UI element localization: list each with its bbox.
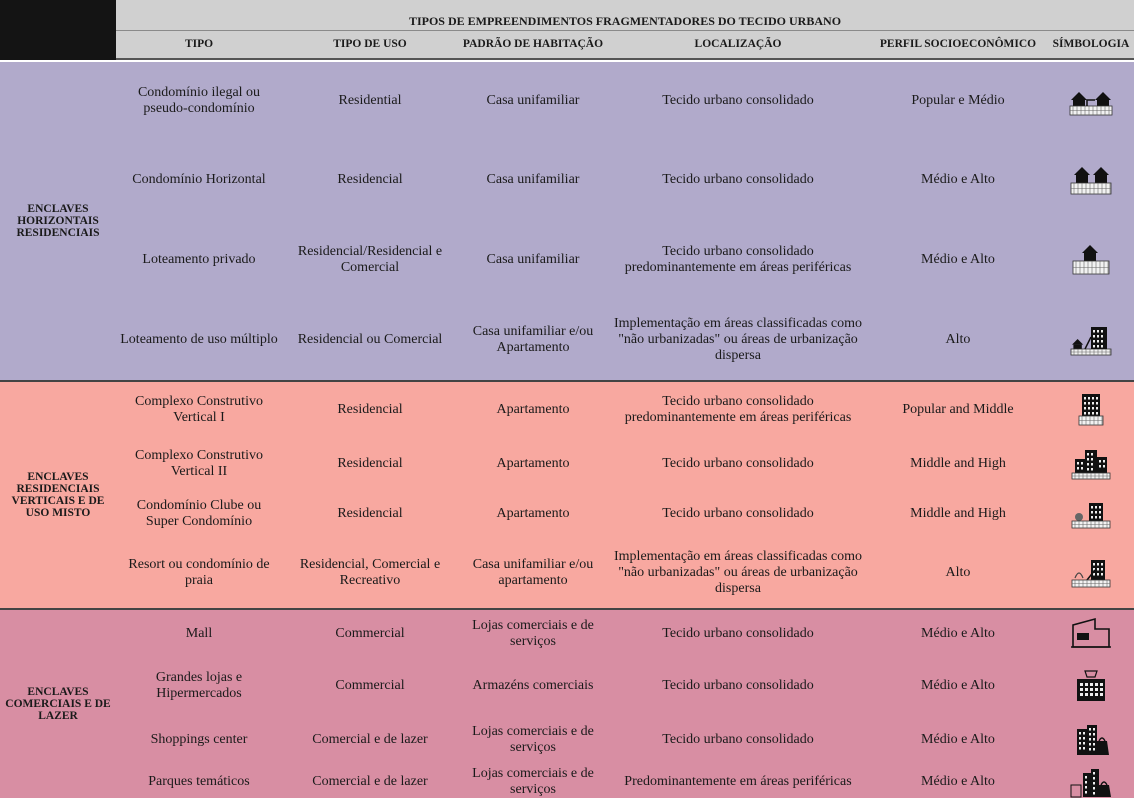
localizacao-cell: Tecido urbano consolidado — [662, 172, 814, 188]
uso-cell: Commercial — [335, 626, 405, 642]
localizacao-cell: Tecido urbano consolidado — [662, 732, 814, 748]
padrao-cell: Apartamento — [496, 506, 570, 522]
tipo-cell: Loteamento de uso múltiplo — [120, 332, 278, 348]
uso-cell: Residencial/Residencial e Comercial — [297, 244, 443, 275]
padrao-cell: Casa unifamiliar e/ou Apartamento — [472, 324, 594, 355]
padrao-cell: Apartamento — [496, 402, 570, 418]
header-perfil: PERFIL SOCIOECONÔMICO — [868, 31, 1048, 60]
perfil-cell: Popular and Middle — [902, 402, 1014, 418]
padrao-cell: Casa unifamiliar — [486, 252, 580, 268]
perfil-cell: Popular e Médio — [911, 93, 1005, 109]
building-cluster-icon — [1048, 438, 1134, 490]
group-label: ENCLAVES RESIDENCIAIS VERTICAIS E DE USO MISTO — [11, 470, 105, 520]
padrao-cell: Lojas comerciais e de serviços — [472, 724, 594, 755]
apartment-building-icon — [1048, 382, 1134, 438]
header-simbologia: SÍMBOLOGIA — [1048, 31, 1134, 60]
tipo-cell: Condomínio Clube ou Super Condomínio — [136, 498, 262, 529]
padrao-cell: Armazéns comerciais — [472, 678, 594, 694]
theme-park-icon — [1048, 766, 1134, 798]
perfil-cell: Médio e Alto — [921, 774, 995, 790]
resort-icon — [1048, 538, 1134, 608]
localizacao-cell: Predominantemente em áreas periféricas — [624, 774, 852, 790]
header-localizacao: LOCALIZAÇÃO — [608, 31, 868, 60]
uso-cell: Residencial ou Comercial — [297, 332, 443, 348]
tipo-cell: Shoppings center — [150, 732, 248, 748]
perfil-cell: Médio e Alto — [921, 678, 995, 694]
header-tipo: TIPO — [116, 31, 282, 60]
table-title: TIPOS DE EMPREENDIMENTOS FRAGMENTADORES DO TECIDO URBANO — [116, 0, 1134, 31]
perfil-cell: Médio e Alto — [921, 172, 995, 188]
localizacao-cell: Tecido urbano consolidado — [662, 93, 814, 109]
padrao-cell: Lojas comerciais e de serviços — [472, 618, 594, 649]
tipo-cell: Parques temáticos — [148, 774, 250, 790]
padrao-cell: Lojas comerciais e de serviços — [472, 766, 594, 797]
localizacao-cell: Tecido urbano consolidado — [662, 456, 814, 472]
uso-cell: Comercial e de lazer — [312, 732, 428, 748]
localizacao-cell: Tecido urbano consolidado predominantemente em áreas periféricas — [624, 394, 852, 425]
uso-cell: Residencial, Comercial e Recreativo — [299, 557, 441, 588]
two-walled-houses-icon — [1048, 140, 1134, 220]
tipo-cell: Mall — [185, 626, 213, 642]
club-condo-icon — [1048, 490, 1134, 538]
perfil-cell: Médio e Alto — [921, 626, 995, 642]
uso-cell: Residencial — [337, 506, 403, 522]
group-label: ENCLAVES HORIZONTAIS RESIDENCIAIS — [16, 202, 100, 240]
perfil-cell: Alto — [945, 565, 971, 581]
walled-house-icon — [1048, 220, 1134, 300]
uso-cell: Commercial — [335, 678, 405, 694]
tipo-cell: Resort ou condomínio de praia — [128, 557, 270, 588]
localizacao-cell: Implementação em áreas classificadas como "não urbanizadas" ou áreas de urbanização dispersa — [614, 316, 862, 363]
padrao-cell: Casa unifamiliar — [486, 93, 580, 109]
perfil-cell: Alto — [945, 332, 971, 348]
tipo-cell: Grandes lojas e Hipermercados — [155, 670, 243, 701]
localizacao-cell: Tecido urbano consolidado — [662, 678, 814, 694]
localizacao-cell: Tecido urbano consolidado — [662, 506, 814, 522]
mall-icon — [1048, 610, 1134, 658]
perfil-cell: Médio e Alto — [921, 252, 995, 268]
tipo-cell: Condomínio Horizontal — [132, 172, 266, 188]
header-padrao: PADRÃO DE HABITAÇÃO — [458, 31, 608, 60]
perfil-cell: Middle and High — [910, 506, 1006, 522]
group-label: ENCLAVES COMERCIAIS E DE LAZER — [5, 685, 111, 723]
house-and-building-icon — [1048, 300, 1134, 380]
header-tipo-uso: TIPO DE USO — [282, 31, 458, 60]
padrao-cell: Casa unifamiliar — [486, 172, 580, 188]
tipo-cell: Complexo Construtivo Vertical II — [135, 448, 263, 479]
uso-cell: Residencial — [337, 172, 403, 188]
perfil-cell: Médio e Alto — [921, 732, 995, 748]
tipo-cell: Condomínio ilegal ou pseudo-condomínio — [137, 85, 261, 116]
group-separator — [0, 608, 1134, 610]
uso-cell: Residential — [338, 93, 402, 109]
shopping-center-icon — [1048, 714, 1134, 766]
uso-cell: Residencial — [337, 402, 403, 418]
tipo-cell: Complexo Construtivo Vertical I — [135, 394, 263, 425]
two-houses-with-fence-icon — [1048, 62, 1134, 140]
tipo-cell: Loteamento privado — [142, 252, 256, 268]
uso-cell: Comercial e de lazer — [312, 774, 428, 790]
perfil-cell: Middle and High — [910, 456, 1006, 472]
localizacao-cell: Tecido urbano consolidado — [662, 626, 814, 642]
hypermarket-icon — [1048, 658, 1134, 714]
localizacao-cell: Tecido urbano consolidado predominantemente em áreas periféricas — [624, 244, 852, 275]
localizacao-cell: Implementação em áreas classificadas como "não urbanizadas" ou áreas de urbanização dispersa — [614, 549, 862, 596]
padrao-cell: Apartamento — [496, 456, 570, 472]
header-group-blank — [0, 31, 116, 60]
padrao-cell: Casa unifamiliar e/ou apartamento — [472, 557, 594, 588]
group-separator — [0, 380, 1134, 382]
uso-cell: Residencial — [337, 456, 403, 472]
